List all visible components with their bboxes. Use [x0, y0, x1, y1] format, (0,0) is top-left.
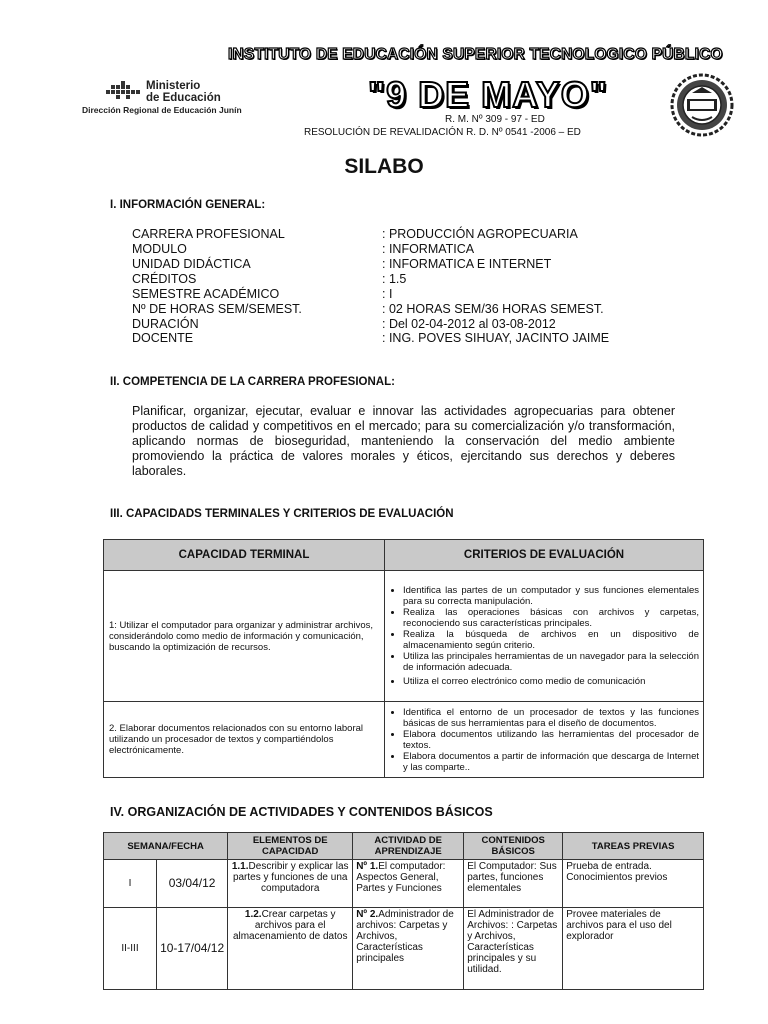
- table-row: [104, 860, 704, 908]
- table-header-cell: SEMANA/FECHA: [104, 833, 228, 860]
- section-2-heading: II. COMPETENCIA DE LA CARRERA PROFESIONAL:: [110, 376, 395, 388]
- info-label: SEMESTRE ACADÉMICO: [132, 287, 280, 301]
- criterios-list: [389, 585, 699, 687]
- actividad-text: El computador: Aspectos General, Partes y Funciones: [356, 861, 446, 894]
- table-header-cell: CAPACIDAD TERMINAL: [104, 540, 385, 571]
- section-4-heading: IV. ORGANIZACIÓN DE ACTIVIDADES Y CONTENIDOS BÁSICOS: [110, 805, 493, 819]
- criterios-list: [389, 707, 699, 773]
- table-header-cell: CONTENIDOS BÁSICOS: [464, 833, 563, 860]
- info-value: : INFORMATICA: [382, 242, 475, 256]
- table-header-row: [104, 833, 704, 860]
- table-row: [104, 908, 704, 990]
- actividad-number: Nº 2.: [356, 909, 379, 920]
- page-title: SILABO: [344, 155, 424, 178]
- capacidades-table: [103, 539, 704, 778]
- ministry-line1: Ministerio: [146, 80, 201, 92]
- list-item: • Realiza la búsqueda de archivos en un dispositivo de almacenamiento según criterio.: [403, 629, 699, 651]
- actividad-cell: [353, 908, 464, 990]
- info-label: Nº DE HORAS SEM/SEMEST.: [132, 302, 302, 316]
- table-header-cell: ACTIVIDAD DE APRENDIZAJE: [353, 833, 464, 860]
- list-item: • Elabora documentos utilizando las herramientas del procesador de textos.: [403, 729, 699, 751]
- institute-name: "9 DE MAYO": [368, 74, 608, 115]
- ministry-line2: de Educación: [146, 92, 221, 104]
- fecha-cell: 03/04/12: [157, 860, 228, 908]
- list-item: • Elabora documentos a partir de información que descarga de Internet y las comparte..: [403, 751, 699, 773]
- list-item: • Utiliza el correo electrónico como medio de comunicación: [403, 676, 699, 687]
- list-item: • Identifica el entorno de un procesador de textos y las funciones básicas de sus herramientas para el diseño de documentos.: [403, 707, 699, 729]
- info-value: : Del 02-04-2012 al 03-08-2012: [382, 317, 556, 331]
- elemento-text: Crear carpetas y archivos para el almacenamiento de datos: [232, 909, 348, 942]
- info-label: CRÉDITOS: [132, 272, 197, 286]
- info-value: : 02 HORAS SEM/36 HORAS SEMEST.: [382, 302, 604, 316]
- elemento-cell: [228, 908, 353, 990]
- contenidos-cell: El Computador: Sus partes, funciones elementales: [464, 860, 563, 908]
- resolution-line: RESOLUCIÓN DE REVALIDACIÓN R. D. Nº 0541 -2006 – ED: [304, 127, 581, 138]
- info-label: CARRERA PROFESIONAL: [132, 227, 285, 241]
- direccion-regional: Dirección Regional de Educación Junín: [82, 105, 242, 115]
- actividad-number: Nº 1.: [356, 861, 379, 872]
- tareas-cell: Prueba de entrada. Conocimientos previos: [563, 860, 704, 908]
- table-header-cell: CRITERIOS DE EVALUACIÓN: [385, 540, 704, 571]
- capacidad-cell: 1: Utilizar el computador para organizar y administrar archivos, considerándolo como medio de información y comunicación, buscando la optimización de recursos.: [104, 571, 385, 702]
- info-value: : 1.5: [382, 272, 407, 286]
- info-value: : INFORMATICA E INTERNET: [382, 257, 552, 271]
- info-value: : PRODUCCIÓN AGROPECUARIA: [382, 227, 578, 241]
- criterios-cell: [385, 571, 704, 702]
- list-item: • Identifica las partes de un computador y sus funciones elementales para su correcta manipulación.: [403, 585, 699, 607]
- capacidad-cell: 2. Elaborar documentos relacionados con su entorno laboral utilizando un procesador de textos y compartiéndolos electrónicamente.: [104, 702, 385, 778]
- competencia-paragraph: Planificar, organizar, ejecutar, evaluar e innovar las actividades agropecuarias para obtener productos de calidad y competitivos en el mercado; para su comercialización y/o transformación, aplicando normas de bioseguridad, manteniendo la conservación del medio ambiente promoviendo la práctica de valores morales y éticos, ejercitando sus derechos y deberes laborales.: [132, 404, 675, 478]
- info-label: MODULO: [132, 242, 187, 256]
- list-item: • Utiliza las principales herramientas de un navegador para la selección de información adecuada.: [403, 651, 699, 673]
- info-value: : I: [382, 287, 393, 301]
- institute-seal-icon: [670, 73, 734, 137]
- rm-number: R. M. Nº 309 - 97 - ED: [445, 114, 545, 125]
- info-label: DURACIÓN: [132, 317, 199, 331]
- table-header-cell: TAREAS PREVIAS: [563, 833, 704, 860]
- actividad-cell: [353, 860, 464, 908]
- table-header-cell: ELEMENTOS DE CAPACIDAD: [228, 833, 353, 860]
- section-1-heading: I. INFORMACIÓN GENERAL:: [110, 199, 266, 211]
- semana-cell: I: [104, 860, 157, 908]
- info-value: : ING. POVES SIHUAY, JACINTO JAIME: [382, 331, 610, 345]
- elemento-number: 1.2.: [244, 909, 262, 920]
- table-row: [104, 571, 704, 702]
- elemento-number: 1.1.: [231, 861, 249, 872]
- section-3-heading: III. CAPACIDADS TERMINALES Y CRITERIOS DE EVALUACIÓN: [110, 508, 454, 520]
- semana-cell: II-III: [104, 908, 157, 990]
- actividades-table: [103, 832, 704, 990]
- tareas-cell: Provee materiales de archivos para el uso del explorador: [563, 908, 704, 990]
- info-label: DOCENTE: [132, 331, 194, 345]
- info-label: UNIDAD DIDÁCTICA: [132, 257, 251, 271]
- institute-title: INSTITUTO DE EDUCACIÓN SUPERIOR TECNOLOGICO PÚBLICO: [228, 46, 723, 63]
- table-row: [104, 702, 704, 778]
- fecha-cell: 10-17/04/12: [157, 908, 228, 990]
- ministry-logo-icon: [106, 81, 142, 103]
- table-header-row: [104, 540, 704, 571]
- ministry-text: [146, 80, 221, 104]
- list-item: • Realiza las operaciones básicas con archivos y carpetas, reconociendo sus características principales.: [403, 607, 699, 629]
- actividad-text: Administrador de archivos: Carpetas y Archivos, Características principales: [356, 909, 454, 964]
- contenidos-cell: El Administrador de Archivos: : Carpetas y Archivos, Características principales y su utilidad.: [464, 908, 563, 990]
- elemento-cell: [228, 860, 353, 908]
- elemento-text: Describir y explicar las partes y funciones de una computadora: [232, 861, 349, 894]
- criterios-cell: [385, 702, 704, 778]
